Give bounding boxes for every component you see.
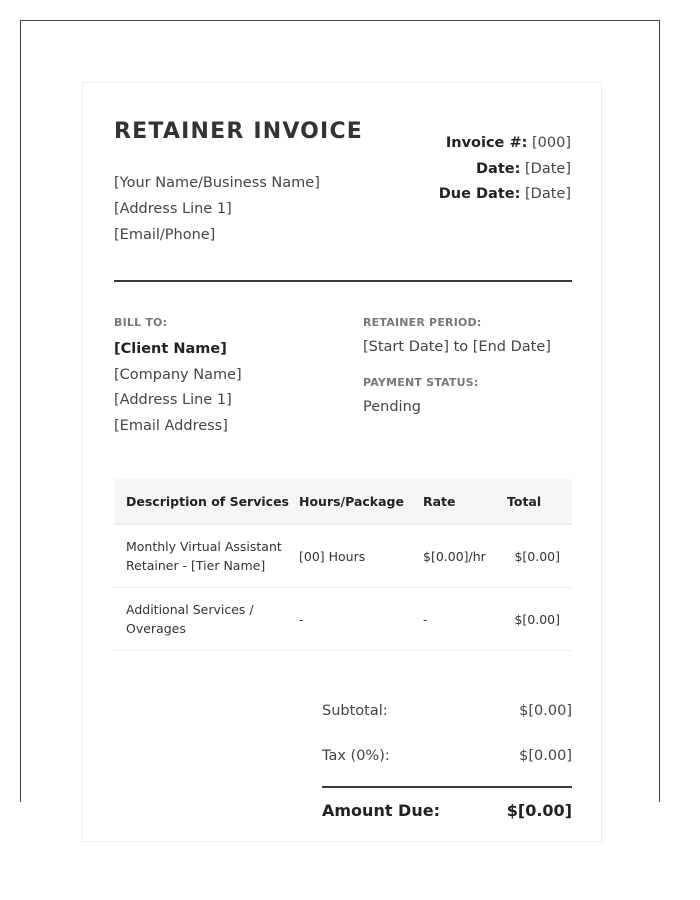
totals-block [322, 688, 572, 832]
row-hours: [00] Hours [299, 524, 423, 588]
client-email: [Email Address] [114, 417, 228, 434]
header-hours: Hours/Package [299, 479, 423, 524]
amount-due-value: $[0.00] [506, 800, 572, 820]
tax-value: $[0.00] [519, 747, 572, 764]
row-total: $[0.00] [507, 588, 572, 651]
invoice-meta [439, 131, 571, 208]
tax-label: Tax (0%): [322, 747, 390, 764]
document-frame [20, 20, 660, 820]
sender-block [114, 170, 320, 248]
sender-address: [Address Line 1] [114, 201, 232, 217]
row-description [114, 524, 299, 588]
client-address: [Address Line 1] [114, 392, 232, 408]
invoice-date-value: [Date] [525, 160, 571, 177]
row-hours: - [299, 588, 423, 651]
amount-due-label: Amount Due: [322, 800, 440, 820]
row-description-line: Monthly Virtual Assistant [126, 539, 282, 554]
row-total: $[0.00] [507, 524, 572, 588]
header-total: Total [507, 479, 572, 524]
subtotal-value: $[0.00] [519, 702, 572, 719]
header-rate: Rate [423, 479, 507, 524]
invoice-date-label: Date: [476, 160, 521, 177]
table-row [114, 588, 572, 651]
row-rate: $[0.00]/hr [423, 524, 507, 588]
row-description [114, 588, 299, 651]
payment-status-value: Pending [363, 399, 421, 415]
amount-due-row [322, 788, 572, 832]
invoice-title: RETAINER INVOICE [114, 119, 364, 144]
header-description: Description of Services [114, 479, 299, 524]
row-description-line: Overages [126, 621, 186, 636]
row-description-line: Retainer - [Tier Name] [126, 558, 266, 573]
header-divider [114, 280, 572, 282]
client-company: [Company Name] [114, 366, 242, 383]
tax-row [322, 733, 572, 778]
sender-name: [Your Name/Business Name] [114, 175, 320, 191]
subtotal-row [322, 688, 572, 733]
due-date-label: Due Date: [438, 186, 521, 202]
invoice-sheet [82, 82, 602, 842]
client-name: [Client Name] [114, 341, 227, 357]
retainer-period-value: [Start Date] to [End Date] [363, 339, 551, 355]
table-row [114, 524, 572, 588]
subtotal-label: Subtotal: [322, 702, 388, 719]
table-header-row [114, 479, 572, 524]
retainer-period-label: RETAINER PERIOD: [363, 316, 482, 329]
invoice-number-label: Invoice #: [445, 135, 528, 151]
invoice-number-value: [000] [532, 135, 571, 151]
row-rate: - [423, 588, 507, 651]
invoice-number-row [439, 131, 571, 157]
due-date-row [439, 182, 571, 208]
bill-to-label: BILL TO: [114, 316, 168, 329]
due-date-value: [Date] [525, 186, 571, 202]
row-description-line: Additional Services / [126, 602, 254, 617]
bill-to-block [114, 337, 242, 439]
payment-status-label: PAYMENT STATUS: [363, 376, 479, 389]
sender-contact: [Email/Phone] [114, 227, 216, 243]
services-table [114, 479, 572, 651]
invoice-date-row [439, 157, 571, 183]
